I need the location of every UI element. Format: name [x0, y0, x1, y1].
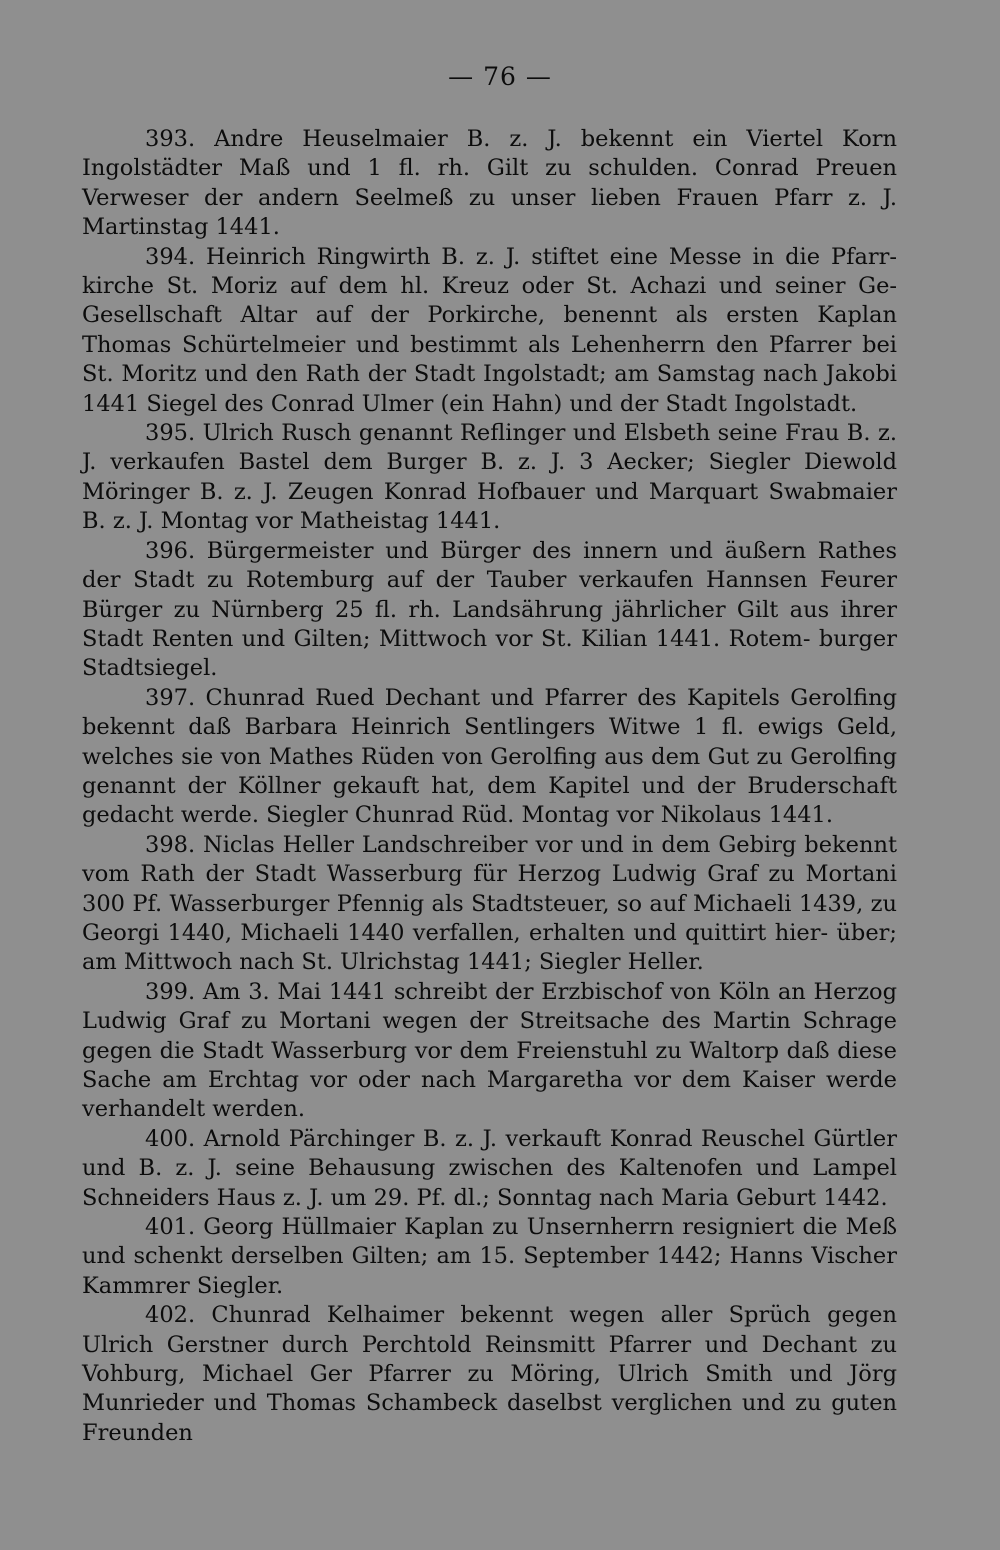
page-body: [82, 125, 897, 1448]
entry-397: 397. Chunrad Rued Dechant und Pfarrer des Kapitels Gerolfing bekennt daß Barbara Heinrich Sentlingers Witwe 1 fl. ewigs Geld, welches sie von Mathes Rüden von Gerolfing aus dem Gut zu Gerolfing genannt der Köllner gekauft hat, dem Kapitel und der Bruderschaft gedacht werde. Siegler Chunrad Rüd. Montag vor Nikolaus 1441.: [82, 684, 897, 829]
page-number: — 76 —: [448, 62, 552, 91]
entry-396: 396. Bürgermeister und Bürger des innern und äußern Rathes der Stadt zu Rotemburg auf der Tauber verkaufen Hannsen Feurer Bürger zu Nürnberg 25 fl. rh. Landsährung jährlicher Gilt aus ihrer Stadt Renten und Gilten; Mittwoch vor St. Kilian 1441. Rotem- burger Stadtsiegel.: [82, 537, 897, 682]
entry-394: 394. Heinrich Ringwirth B. z. J. stiftet eine Messe in die Pfarr- kirche St. Moriz auf dem hl. Kreuz oder St. Achazi und seiner Ge- Gesellschaft Altar auf der Porkirche, benennt als ersten Kaplan Thomas Schürtelmeier und bestimmt als Lehenherrn den Pfarrer bei St. Moritz und den Rath der Stadt Ingolstadt; am Samstag nach Jakobi 1441 Siegel des Conrad Ulmer (ein Hahn) und der Stadt Ingolstadt.: [82, 243, 897, 417]
entry-402: 402. Chunrad Kelhaimer bekennt wegen aller Sprüch gegen Ulrich Gerstner durch Perchtold Reinsmitt Pfarrer und Dechant zu Vohburg, Michael Ger Pfarrer zu Möring, Ulrich Smith und Jörg Munrieder und Thomas Schambeck daselbst verglichen und zu guten Freunden: [82, 1302, 897, 1446]
entry-400: 400. Arnold Pärchinger B. z. J. verkauft Konrad Reuschel Gürtler und B. z. J. seine Behausung zwischen des Kaltenofen und Lampel Schneiders Haus z. J. um 29. Pf. dl.; Sonntag nach Maria Geburt 1442.: [82, 1125, 897, 1211]
entry-399: 399. Am 3. Mai 1441 schreibt der Erzbischof von Köln an Herzog Ludwig Graf zu Mortani wegen der Streitsache des Martin Schrage gegen die Stadt Wasserburg vor dem Freienstuhl zu Waltorp daß diese Sache am Erchtag vor oder nach Margaretha vor dem Kaiser werde verhandelt werden.: [82, 978, 897, 1123]
entry-395: 395. Ulrich Rusch genannt Reflinger und Elsbeth seine Frau B. z. J. verkaufen Bastel dem Burger B. z. J. 3 Aecker; Siegler Diewold Möringer B. z. J. Zeugen Konrad Hofbauer und Marquart Swabmaier B. z. J. Montag vor Matheistag 1441.: [82, 420, 897, 535]
entry-398: 398. Niclas Heller Landschreiber vor und in dem Gebirg bekennt vom Rath der Stadt Wasserburg für Herzog Ludwig Graf zu Mortani 300 Pf. Wasserburger Pfennig als Stadtsteuer, so auf Michaeli 1439, zu Georgi 1440, Michaeli 1440 verfallen, erhalten und quittirt hier- über; am Mittwoch nach St. Ulrichstag 1441; Siegler Heller.: [82, 831, 897, 976]
entry-393: 393. Andre Heuselmaier B. z. J. bekennt ein Viertel Korn Ingolstädter Maß und 1 fl. rh. Gilt zu schulden. Conrad Preuen Verweser der andern Seelmeß zu unser lieben Frauen Pfarr z. J. Martinstag 1441.: [82, 126, 897, 241]
entry-401: 401. Georg Hüllmaier Kaplan zu Unsernherrn resigniert die Meß und schenkt derselben Gilten; am 15. September 1442; Hanns Vischer Kammrer Siegler.: [82, 1214, 897, 1299]
